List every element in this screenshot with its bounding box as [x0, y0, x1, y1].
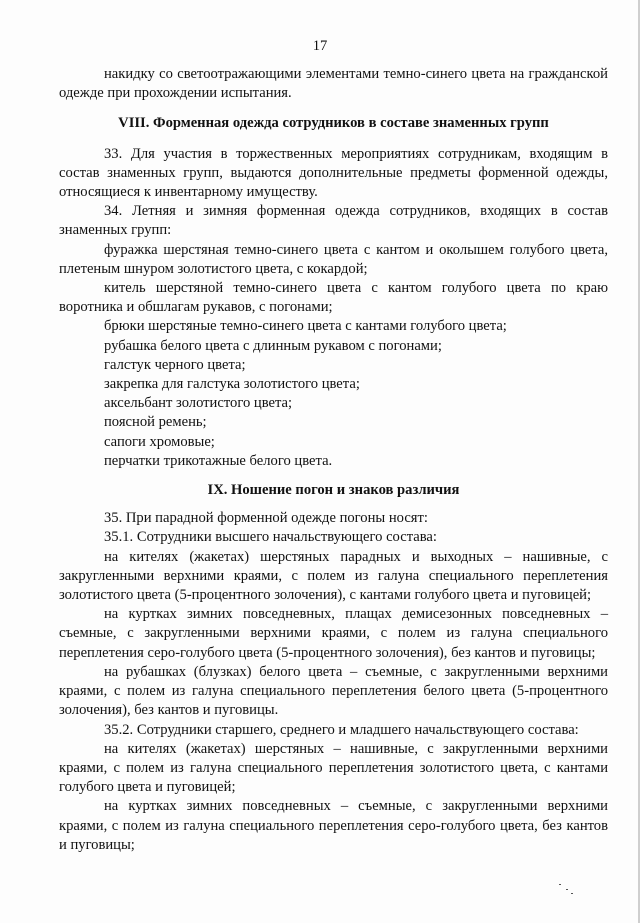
list-item: аксельбант золотистого цвета; — [104, 395, 293, 412]
paragraph-35-1: 35.1. Сотрудники высшего начальствующего состава: — [104, 529, 437, 546]
list-item: галстук черного цвета; — [104, 356, 246, 373]
list-item: на куртках зимних повседневных, плащах демисезонных повседневных – съемные, с закругленными верхними краями, с полем из галуна специального переплетения серо-голубого цвета (5-процентного золочения), без кантов и пуговицы; — [59, 606, 608, 661]
section-heading-viii: VIII. Форменная одежда сотрудников в составе знаменных групп — [118, 115, 549, 132]
list-item: брюки шерстяные темно-синего цвета с кантами голубого цвета; — [104, 318, 507, 335]
list-item: закрепка для галстука золотистого цвета; — [104, 376, 360, 393]
section-heading-ix: IX. Ношение погон и знаков различия — [207, 482, 460, 499]
list-item: на кителях (жакетах) шерстяных – нашивные, с закругленными верхними краями, с полем из галуна специального переплетения золотистого цвета, с кантами голубого цвета и пуговицей; — [59, 740, 608, 796]
paragraph-continuation: накидку со светоотражающими элементами темно-синего цвета на гражданской одежде при прохождении испытания. — [59, 66, 608, 102]
scan-speck — [571, 893, 573, 894]
list-item: на куртках зимних повседневных – съемные, с закругленными верхними краями, с полем из галуна специального переплетения серо-голубого цвета, без кантов и пуговицы; — [59, 798, 608, 853]
list-item: сапоги хромовые; — [104, 433, 215, 450]
paragraph-33: 33. Для участия в торжественных мероприятиях сотрудникам, входящим в состав знаменных групп, выдаются дополнительные предметы форменной одежды, относящиеся к инвентарному имуществу. — [59, 145, 608, 201]
list-item: фуражка шерстяная темно-синего цвета с кантом и околышем голубого цвета, плетеным шнуром золотистого цвета, с кокардой; — [59, 241, 608, 277]
list-item: на кителях (жакетах) шерстяных парадных и выходных – нашивные, с закругленными верхними краями, с полем из галуна специального переплетения золотистого цвета (5-процентного золочения), с кантами голубого цвета и пуговицей; — [59, 548, 608, 604]
document-body — [59, 65, 608, 855]
list-item: на рубашках (блузках) белого цвета – съемные, с закругленными верхними краями, с полем из галуна специального переплетения белого цвета (5-процентного золочения), без кантов и пуговицы. — [59, 663, 608, 719]
list-item: китель шерстяной темно-синего цвета с кантом голубого цвета по краю воротника и обшлагам рукавов, с погонами; — [59, 280, 608, 316]
scan-speck — [559, 884, 561, 885]
scan-speck — [566, 889, 568, 890]
paragraph-34: 34. Летняя и зимняя форменная одежда сотрудников, входящих в состав знаменных групп: — [59, 203, 608, 239]
page-number: 17 — [312, 38, 328, 54]
list-item: перчатки трикотажные белого цвета. — [104, 452, 333, 469]
paragraph-35: 35. При парадной форменной одежде погоны носят: — [104, 510, 428, 527]
list-item: поясной ремень; — [104, 414, 207, 431]
list-item: рубашка белого цвета с длинным рукавом с погонами; — [104, 337, 442, 354]
paragraph-35-2: 35.2. Сотрудники старшего, среднего и младшего начальствующего состава: — [104, 721, 579, 738]
